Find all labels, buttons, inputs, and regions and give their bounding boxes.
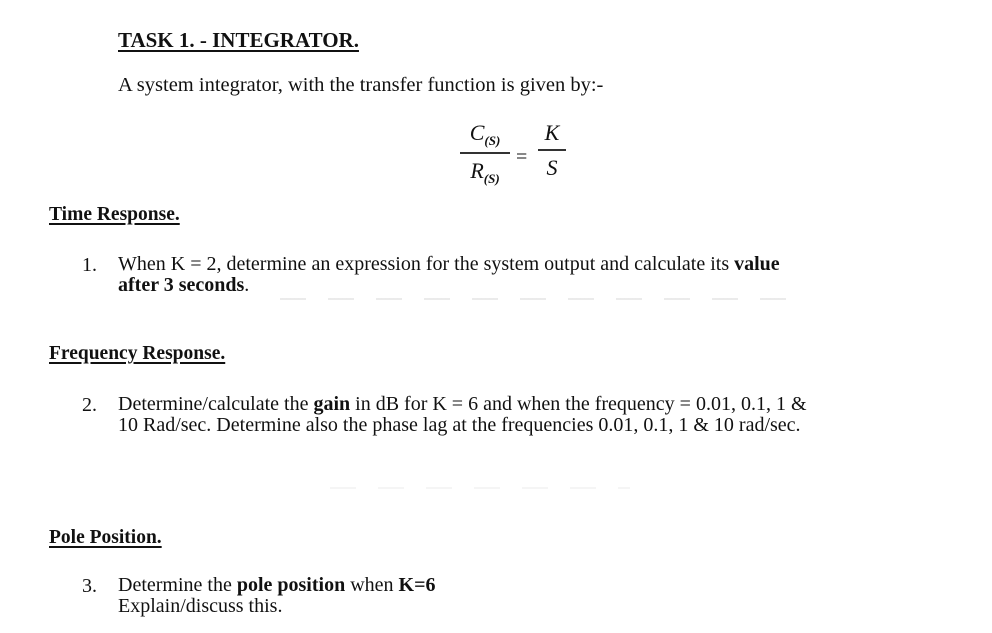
item-2-line-2: 10 Rad/sec. Determine also the phase lag at the frequencies 0.01, 0.1, 1 & 10 rad/sec. — [118, 414, 801, 436]
item-3-line-1 — [118, 575, 435, 596]
item-3-text-pre: Determine the — [118, 574, 237, 596]
denominator-symbol: R — [470, 157, 484, 183]
rhs-fraction — [538, 122, 566, 179]
scan-artifact — [330, 487, 630, 489]
denominator-subscript: (S) — [483, 170, 500, 186]
task-title: TASK 1. - INTEGRATOR. — [118, 28, 359, 52]
item-1-line-2 — [118, 275, 249, 296]
item-3-bold-k: K=6 — [398, 574, 436, 596]
rhs-denominator: S — [546, 154, 558, 180]
item-1-line-1 — [118, 254, 780, 275]
numerator-symbol: C — [469, 120, 485, 145]
item-2-bold-gain: gain — [313, 393, 351, 415]
item-3-text-mid: when — [345, 574, 399, 596]
item-2-line-1 — [118, 394, 807, 415]
item-number-2: 2. — [82, 394, 97, 416]
lhs-fraction — [460, 122, 510, 185]
item-2-text-pre: Determine/calculate the — [118, 393, 314, 415]
fraction-bar — [460, 152, 510, 154]
rhs-numerator: K — [544, 120, 560, 145]
equals-sign: = — [516, 146, 528, 168]
item-1-text: When K = 2, determine an expression for the system output and calculate its — [118, 253, 735, 275]
numerator-subscript: (S) — [484, 133, 501, 148]
heading-frequency-response: Frequency Response. — [49, 343, 226, 364]
item-1-bold-value: value — [734, 253, 780, 275]
item-2-text-post: in dB for K = 6 and when the frequency = 0.01, 0.1, 1 & — [350, 393, 807, 415]
scan-artifact — [280, 298, 800, 300]
item-number-3: 3. — [82, 575, 97, 597]
item-1-bold-time: after 3 seconds — [118, 274, 245, 296]
lhs-numerator — [470, 122, 501, 147]
item-3-line-2: Explain/discuss this. — [118, 595, 283, 617]
item-1-period: . — [244, 274, 250, 296]
transfer-function-equation — [460, 122, 590, 212]
item-number-1: 1. — [82, 254, 97, 276]
heading-time-response: Time Response. — [49, 204, 180, 225]
heading-pole-position: Pole Position. — [49, 527, 162, 548]
lhs-denominator — [470, 157, 500, 186]
intro-text: A system integrator, with the transfer function is given by:- — [118, 74, 604, 96]
fraction-bar — [538, 149, 566, 151]
item-3-bold-pole: pole position — [236, 574, 346, 596]
